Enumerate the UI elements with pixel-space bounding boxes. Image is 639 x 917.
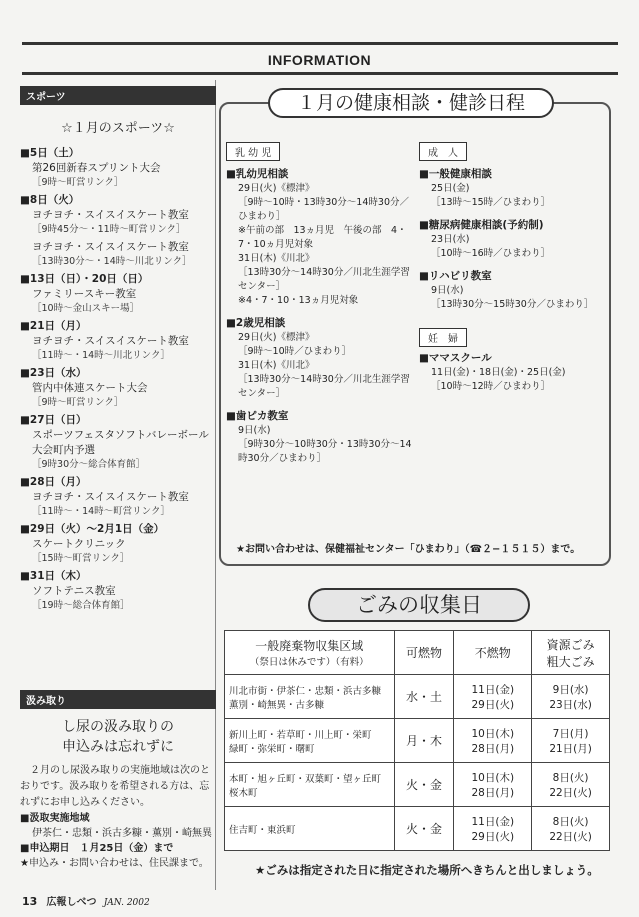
health-item-title: ■乳幼児相談 (226, 168, 289, 180)
sports-event-name: ヨチヨチ・スイスイスケート教室 (32, 491, 189, 503)
infant-tag: 乳 幼 児 (226, 142, 280, 161)
sports-event (20, 146, 216, 190)
health-schedule-title: １月の健康相談・健診日程 (268, 88, 554, 118)
sports-event (20, 475, 216, 519)
gomi-area-cell (225, 719, 395, 763)
sports-event (20, 319, 216, 363)
health-item-line: ［9時〜10時・13時30分〜14時30分／ひまわり］ (238, 197, 409, 222)
infant-column (226, 142, 416, 474)
gomi-date: 11日(金) (471, 815, 515, 828)
sports-event (20, 366, 216, 410)
sports-event-place: ［15時〜町営リンク］ (32, 553, 130, 564)
sports-event-date: ■28日（月） (20, 476, 87, 488)
gomi-date: 7日(月) (552, 727, 589, 740)
sports-event-name: スケートクリニック (32, 538, 126, 550)
gomi-date: 28日(月) (471, 786, 515, 799)
health-item-line: ［13時30分〜14時30分／川北生涯学習センター］ (238, 267, 410, 292)
health-item-line: 9日(水) (431, 285, 464, 296)
sports-event (20, 569, 216, 613)
sports-event-date: ■27日（日） (20, 414, 87, 426)
health-item-line: 29日(火)《標津》 (238, 183, 315, 194)
health-item-line: 29日(火)《標津》 (238, 332, 315, 343)
gomi-area-line: 住吉町・東浜町 (229, 824, 296, 836)
gomi-date: 29日(火) (471, 698, 515, 711)
gomi-date: 8日(火) (552, 771, 589, 784)
sports-event (20, 240, 216, 269)
sports-event-name: 管内中体連スケート大会 (32, 382, 148, 394)
sports-event-date: ■5日（土） (20, 147, 80, 159)
page-number: 13 (22, 895, 38, 908)
gomi-area-line: 薫別・崎無異・古多糠 (229, 699, 325, 711)
gomi-resource-cell (532, 719, 610, 763)
health-item (419, 218, 605, 261)
health-item-line: 11日(金)・18日(金)・25日(金) (431, 367, 566, 378)
gomi-area-line: 本町・旭ヶ丘町・双葉町・望ヶ丘町 (229, 773, 382, 785)
sports-event-place: ［11時〜・14時〜川北リンク］ (32, 350, 170, 361)
kumitori-heading-2: 申込みは忘れずに (62, 739, 174, 755)
health-item-line: ［10時〜16時／ひまわり］ (431, 248, 551, 259)
kumitori-deadline: ■申込期日 １月25日（金）まで (20, 843, 174, 854)
health-item-line: ※4・7・10・13ヵ月児対象 (238, 295, 359, 306)
sports-event-place: ［9時30分〜総合体育館］ (32, 459, 146, 470)
health-item-title: ■糖尿病健康相談(予約制) (419, 219, 544, 231)
health-item-line: ［9時〜10時／ひまわり］ (238, 346, 352, 357)
sports-event-date: ■8日（火） (20, 194, 80, 206)
gomi-area-line: 新川上町・若草町・川上町・栄町 (229, 729, 372, 741)
health-item-title: ■リハビリ教室 (419, 270, 492, 282)
gomi-resource-cell (532, 763, 610, 807)
gomi-row (225, 719, 610, 763)
health-item-line: 23日(水) (431, 234, 470, 245)
gomi-header-resource-1: 資源ごみ (546, 637, 595, 652)
gomi-area-line: 緑町・弥栄町・曙町 (229, 743, 315, 755)
sports-event (20, 522, 216, 566)
gomi-table (224, 630, 610, 851)
sports-event-place: ［9時〜町営リンク］ (32, 397, 124, 408)
gomi-nonburnable-cell (454, 675, 532, 719)
health-item (226, 167, 416, 308)
pregnant-tag: 妊 婦 (419, 328, 467, 347)
page-header-title: INFORMATION (267, 52, 372, 68)
sports-event-date: ■13日（日）・20日（日） (20, 273, 149, 285)
health-item (419, 351, 605, 394)
adult-item-list (419, 167, 605, 312)
health-item-line: ［13時30分〜14時30分／川北生涯学習センター］ (238, 374, 410, 399)
health-item (419, 269, 605, 312)
gomi-date: 10日(木) (471, 771, 515, 784)
sports-event-name: 第26回新春スプリント大会 (32, 162, 161, 174)
kumitori-section-label: 汲み取り (20, 690, 216, 709)
sports-event-name: ヨチヨチ・スイスイスケート教室 (32, 241, 189, 253)
sports-event-date: ■29日（火）〜2月1日（金） (20, 523, 165, 535)
gomi-header-burnable: 可燃物 (394, 631, 454, 675)
sports-event-list (20, 146, 216, 613)
health-item-line: ［13時30分〜15時30分／ひまわり］ (431, 299, 594, 310)
health-item-line: ［10時〜12時／ひまわり］ (431, 381, 551, 392)
gomi-date: 21日(月) (549, 742, 592, 755)
publication-name: 広報しべつ (46, 897, 97, 908)
page-footer (22, 893, 150, 908)
gomi-date: 22日(火) (549, 786, 592, 799)
gomi-note: ★ごみは指定された日に指定された場所へきちんと出しましょう。 (255, 863, 599, 877)
sports-section (20, 86, 216, 616)
gomi-date: 9日(水) (552, 683, 589, 696)
infant-item-list (226, 167, 416, 466)
gomi-resource-cell (532, 675, 610, 719)
health-item-title: ■一般健康相談 (419, 168, 492, 180)
sports-event-date: ■31日（木） (20, 570, 87, 582)
gomi-burnable-cell: 火・金 (394, 807, 454, 851)
gomi-header-nonburnable: 不燃物 (454, 631, 532, 675)
health-item (419, 167, 605, 210)
health-item-line: 25日(金) (431, 183, 470, 194)
sports-event (20, 272, 216, 316)
gomi-area-cell (225, 807, 395, 851)
sports-event-place: ［9時〜町営リンク］ (32, 177, 124, 188)
sports-event-place: ［11時〜・14時〜町営リンク］ (32, 506, 170, 517)
health-item-title: ■歯ピカ教室 (226, 410, 289, 422)
gomi-burnable-cell: 月・木 (394, 719, 454, 763)
gomi-row (225, 807, 610, 851)
health-item (226, 409, 416, 466)
gomi-table-body (225, 675, 610, 851)
gomi-area-line: 桜木町 (229, 787, 258, 799)
sports-event-date: ■21日（月） (20, 320, 87, 332)
sports-event-place: ［13時30分〜・14時〜川北リンク］ (32, 256, 192, 267)
top-rule (22, 42, 618, 45)
gomi-area-cell (225, 763, 395, 807)
sports-event (20, 413, 216, 472)
gomi-row (225, 675, 610, 719)
gomi-date: 11日(金) (471, 683, 515, 696)
sports-event-place: ［10時〜金山スキー場］ (32, 303, 140, 314)
kumitori-area-value: 伊茶仁・忠類・浜古多糠・薫別・崎無異 (32, 828, 212, 839)
sports-event-name: ファミリースキー教室 (32, 288, 137, 300)
gomi-title: ごみの収集日 (308, 588, 530, 622)
health-item-line: ［9時30分〜10時30分・13時30分〜14時30分／ひまわり］ (238, 439, 412, 464)
gomi-burnable-cell: 水・土 (394, 675, 454, 719)
sports-event-place: ［9時45分〜・11時〜町営リンク］ (32, 224, 186, 235)
health-item-title: ■ママスクール (419, 352, 492, 364)
gomi-area-line: 川北市街・伊茶仁・忠類・浜古多糠 (229, 685, 382, 697)
kumitori-section (20, 690, 216, 871)
gomi-date: 10日(木) (471, 727, 515, 740)
kumitori-heading-1: し尿の汲み取りの (62, 719, 174, 735)
gomi-nonburnable-cell (454, 719, 532, 763)
health-item-line: 9日(水) (238, 425, 271, 436)
gomi-date: 23日(水) (549, 698, 592, 711)
kumitori-body: ２月のし尿汲み取りの実施地域は次のとおりです。汲み取りを希望される方は、忘れずにお申し込みください。 (20, 765, 210, 808)
adult-tag: 成 人 (419, 142, 467, 161)
sports-event-name: ヨチヨチ・スイスイスケート教室 (32, 335, 189, 347)
sports-event-place: ［19時〜総合体育館］ (32, 600, 130, 611)
gomi-date: 29日(火) (471, 830, 515, 843)
gomi-date: 22日(火) (549, 830, 592, 843)
gomi-row (225, 763, 610, 807)
gomi-burnable-cell: 火・金 (394, 763, 454, 807)
gomi-date: 28日(月) (471, 742, 515, 755)
gomi-area-cell (225, 675, 395, 719)
kumitori-contact: ★申込み・お問い合わせは、住民課まで。 (20, 858, 209, 869)
health-item-line: 31日(木)《川北》 (238, 360, 315, 371)
gomi-nonburnable-cell (454, 807, 532, 851)
gomi-resource-cell (532, 807, 610, 851)
sports-event-name: スポーツフェスタソフトバレーボール大会町内予選 (32, 429, 209, 456)
gomi-nonburnable-cell (454, 763, 532, 807)
health-item (226, 316, 416, 401)
sports-section-label: スポーツ (20, 86, 216, 105)
health-item-line: 31日(木)《川北》 (238, 253, 315, 264)
health-item-line: ※午前の部 13ヵ月児 午後の部 4・7・10ヵ月児対象 (238, 225, 407, 250)
gomi-header-area-1: 一般廃棄物収集区域 (255, 639, 364, 653)
gomi-header-resource-2: 粗大ごみ (546, 654, 595, 669)
adult-column (419, 142, 605, 402)
kumitori-area-label: ■汲取実施地域 (20, 813, 90, 824)
sports-event-date: ■23日（水） (20, 367, 87, 379)
gomi-header-area (225, 631, 395, 675)
gomi-date: 8日(火) (552, 815, 589, 828)
health-item-title: ■2歳児相談 (226, 317, 286, 329)
issue-date: JAN. 2002 (103, 898, 150, 908)
sports-event-name: ヨチヨチ・スイスイスケート教室 (32, 209, 189, 221)
health-contact: ★お問い合わせは、保健福祉センター「ひまわり」（☎２−１５１５）まで。 (236, 544, 581, 555)
sports-event (20, 193, 216, 237)
gomi-header-resource (532, 631, 610, 675)
pregnant-item-list (419, 351, 605, 394)
sports-event-name: ソフトテニス教室 (32, 585, 116, 597)
sports-heading: ☆１月のスポーツ☆ (61, 121, 175, 136)
gomi-header-area-2: （祭日は休みです）（有料） (249, 657, 369, 668)
health-item-line: ［13時〜15時／ひまわり］ (431, 197, 551, 208)
header-rule (22, 72, 618, 75)
